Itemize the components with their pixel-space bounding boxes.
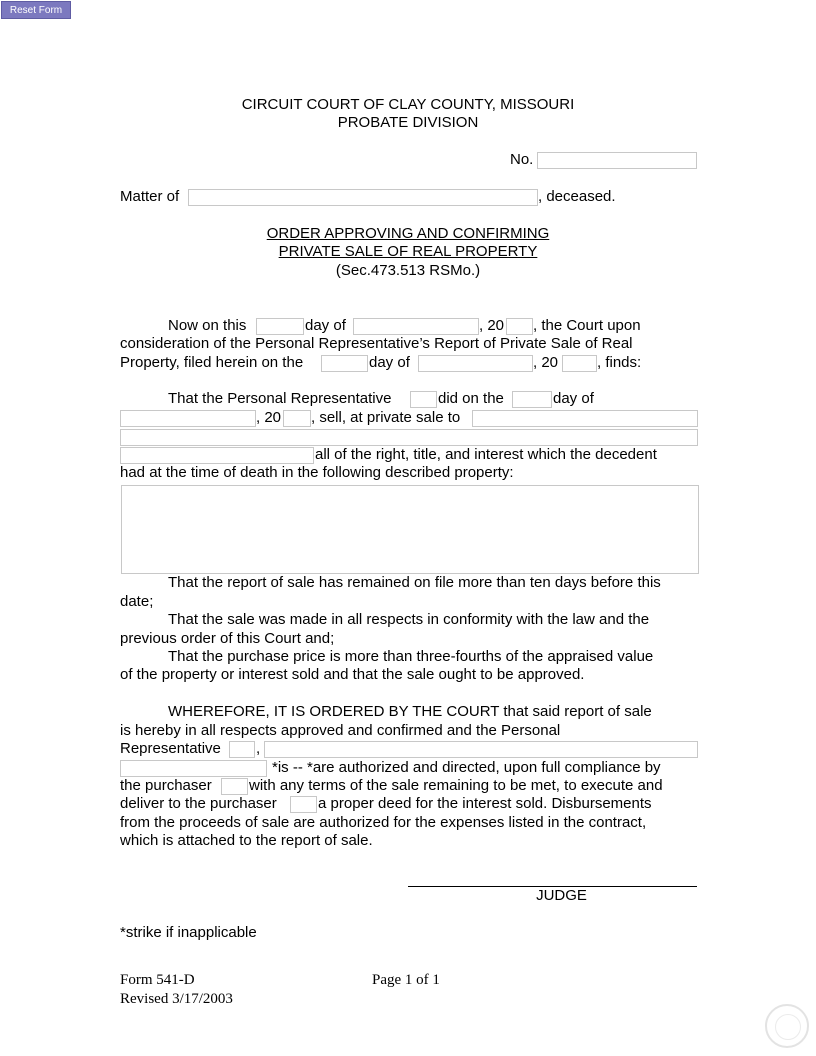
report-month-field[interactable] — [418, 355, 533, 372]
order-line4: *is -- *are authorized and directed, upon full compliance by — [272, 759, 661, 776]
pr-name-field-1[interactable] — [264, 741, 698, 758]
day-of-text: day of — [305, 317, 346, 334]
sale-year-field[interactable] — [283, 410, 311, 427]
statute-reference: (Sec.473.513 RSMo.) — [335, 262, 481, 279]
sell-private-sale-text: , sell, at private sale to — [311, 409, 461, 426]
order-line1: WHEREFORE, IT IS ORDERED BY THE COURT that said report of sale — [168, 703, 652, 720]
year-prefix-text-2: , 20 — [533, 354, 559, 371]
filed-herein-text: Property, filed herein on the — [120, 354, 304, 371]
division-name: PROBATE DIVISION — [337, 114, 479, 131]
all-right-title-text: all of the right, title, and interest which the decedent — [315, 446, 657, 463]
order-line2: is hereby in all respects approved and confirmed and the Personal — [120, 722, 561, 739]
court-seal-icon — [765, 1004, 809, 1048]
order-title-line2: PRIVATE SALE OF REAL PROPERTY — [278, 243, 538, 260]
order-line6-a: deliver to the purchaser — [120, 795, 277, 812]
order-day-field[interactable] — [256, 318, 304, 335]
purchaser-suffix-field-1[interactable] — [221, 778, 248, 795]
order-line5-a: the purchaser — [120, 777, 212, 794]
day-of-text-2: day of — [369, 354, 410, 371]
court-name: CIRCUIT COURT OF CLAY COUNTY, MISSOURI — [241, 96, 575, 113]
finds-text: , finds: — [597, 354, 642, 371]
day-of-text-3: day of — [553, 390, 594, 407]
finding-2-line2: previous order of this Court and; — [120, 630, 335, 647]
judge-label: JUDGE — [536, 887, 587, 904]
year-prefix-text: , 20 — [479, 317, 505, 334]
that-pr-text: That the Personal Representative — [168, 390, 392, 407]
order-line7: from the proceeds of sale are authorized for the expenses listed in the contract, — [120, 814, 647, 831]
consideration-text: consideration of the Personal Representative’s Report of Private Sale of Real — [120, 335, 633, 352]
finding-1-line2: date; — [120, 593, 154, 610]
revised-date: Revised 3/17/2003 — [120, 991, 233, 1007]
case-no-field[interactable] — [537, 152, 697, 169]
now-on-this-text: Now on this — [168, 317, 247, 334]
matter-of-label: Matter of — [120, 188, 180, 205]
report-year-field[interactable] — [562, 355, 597, 372]
order-month-field[interactable] — [353, 318, 479, 335]
order-line5-b: with any terms of the sale remaining to be met, to execute and — [249, 777, 663, 794]
finding-3-line2: of the property or interest sold and that the sale ought to be approved. — [120, 666, 585, 683]
purchaser-line1-field[interactable] — [472, 410, 698, 427]
sale-month-field[interactable] — [120, 410, 256, 427]
order-year-field[interactable] — [506, 318, 533, 335]
strike-note: *strike if inapplicable — [120, 924, 257, 941]
order-line6-b: a proper deed for the interest sold. Disbursements — [318, 795, 652, 812]
purchaser-line2-field[interactable] — [120, 429, 698, 446]
order-line3-comma: , — [256, 740, 261, 757]
pr-name-field-2[interactable] — [120, 760, 267, 777]
pr-suffix-field[interactable] — [410, 391, 437, 408]
decedent-name-field[interactable] — [188, 189, 538, 206]
form-number: Form 541-D — [120, 972, 195, 988]
finding-1-line1: That the report of sale has remained on file more than ten days before this — [168, 574, 661, 591]
order-line3: Representative — [120, 740, 221, 757]
page-number: Page 1 of 1 — [372, 972, 440, 988]
did-on-the-text: did on the — [438, 390, 504, 407]
purchaser-suffix-field-2[interactable] — [290, 796, 317, 813]
order-title-line1: ORDER APPROVING AND CONFIRMING — [266, 225, 550, 242]
deceased-label: , deceased. — [538, 188, 616, 205]
pr-suffix-field-2[interactable] — [229, 741, 255, 758]
time-of-death-text: had at the time of death in the following described property: — [120, 464, 514, 481]
finding-2-line1: That the sale was made in all respects in conformity with the law and the — [168, 611, 650, 628]
year-prefix-text-3: , 20 — [256, 409, 282, 426]
order-line8: which is attached to the report of sale. — [120, 832, 373, 849]
case-no-label: No. — [510, 151, 534, 168]
sale-day-field[interactable] — [512, 391, 552, 408]
court-upon-text: , the Court upon — [533, 317, 641, 334]
property-description-field[interactable] — [121, 485, 699, 574]
report-day-field[interactable] — [321, 355, 368, 372]
finding-3-line1: That the purchase price is more than three-fourths of the appraised value — [168, 648, 654, 665]
purchaser-line3-field[interactable] — [120, 447, 314, 464]
reset-form-button[interactable]: Reset Form — [1, 1, 71, 19]
